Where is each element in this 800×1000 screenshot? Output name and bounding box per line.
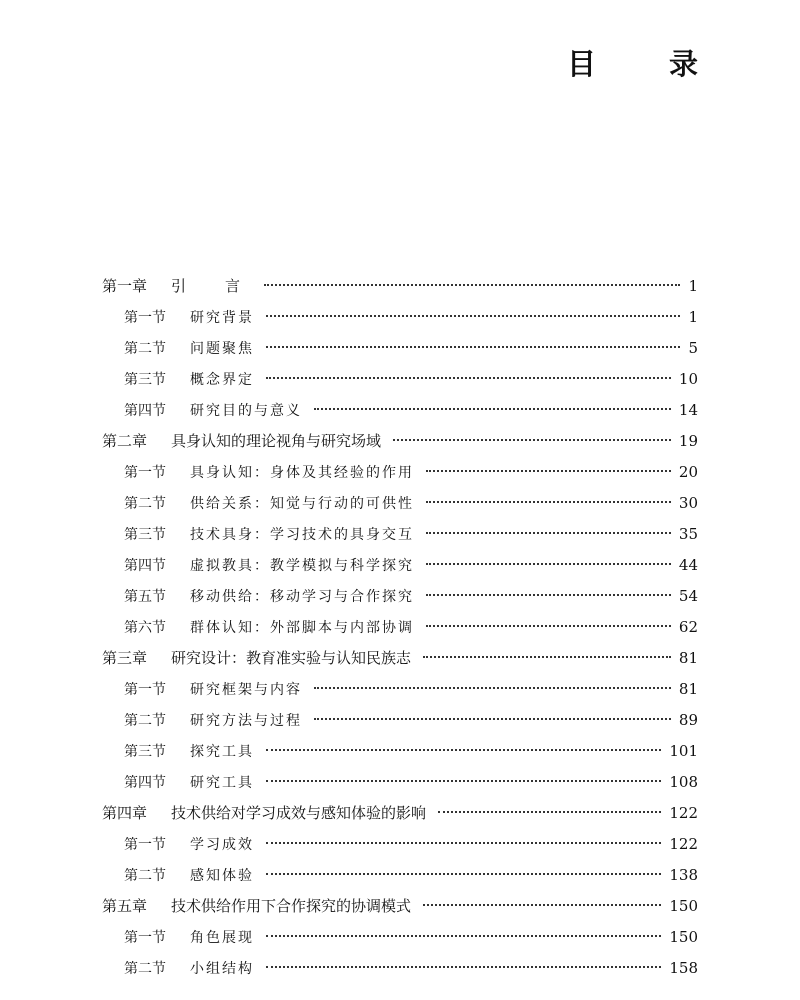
toc-section-title: 概念界定 bbox=[190, 372, 254, 388]
toc-page-number: 20 bbox=[678, 463, 698, 481]
dot-leader bbox=[314, 687, 671, 689]
toc-section-number: 第五节 bbox=[124, 589, 166, 605]
toc-chapter-title: 研究设计：教育准实验与认知民族志 bbox=[171, 649, 412, 667]
toc-section-1-3[interactable] bbox=[102, 364, 698, 395]
toc-section-number: 第二节 bbox=[124, 961, 166, 977]
dot-leader bbox=[426, 563, 671, 565]
toc-page-number: 138 bbox=[669, 866, 698, 884]
toc-page-number: 158 bbox=[669, 959, 698, 977]
toc-section-number: 第一节 bbox=[124, 930, 166, 946]
toc-section-title: 虚拟教具：教学模拟与科学探究 bbox=[190, 558, 414, 574]
table-of-contents bbox=[102, 271, 698, 984]
dot-leader bbox=[266, 935, 661, 937]
toc-section-title: 感知体验 bbox=[190, 868, 254, 884]
toc-section-number: 第四节 bbox=[124, 775, 166, 791]
dot-leader bbox=[264, 284, 680, 286]
dot-leader bbox=[423, 656, 671, 658]
toc-page-number: 150 bbox=[669, 928, 698, 946]
toc-page-number: 89 bbox=[678, 711, 698, 729]
dot-leader bbox=[426, 594, 671, 596]
toc-chapter-5[interactable] bbox=[102, 891, 698, 922]
toc-section-2-1[interactable] bbox=[102, 457, 698, 488]
toc-page-number: 101 bbox=[669, 742, 698, 760]
toc-section-4-2[interactable] bbox=[102, 860, 698, 891]
dot-leader bbox=[266, 749, 661, 751]
toc-section-2-6[interactable] bbox=[102, 612, 698, 643]
dot-leader bbox=[266, 346, 680, 348]
toc-section-number: 第三节 bbox=[124, 527, 166, 543]
dot-leader bbox=[266, 780, 661, 782]
toc-section-5-1[interactable] bbox=[102, 922, 698, 953]
toc-section-title: 群体认知：外部脚本与内部协调 bbox=[190, 620, 414, 636]
toc-section-3-4[interactable] bbox=[102, 767, 698, 798]
toc-chapter-number: 第三章 bbox=[102, 649, 148, 667]
toc-chapter-1[interactable] bbox=[102, 271, 698, 302]
toc-chapter-number: 第二章 bbox=[102, 432, 148, 450]
toc-page-number: 1 bbox=[688, 308, 698, 326]
dot-leader bbox=[423, 904, 661, 906]
toc-section-number: 第一节 bbox=[124, 465, 166, 481]
toc-chapter-3[interactable] bbox=[102, 643, 698, 674]
toc-chapter-2[interactable] bbox=[102, 426, 698, 457]
dot-leader bbox=[266, 377, 671, 379]
toc-chapter-number: 第四章 bbox=[102, 804, 148, 822]
toc-section-number: 第三节 bbox=[124, 744, 166, 760]
toc-section-title: 探究工具 bbox=[190, 744, 254, 760]
dot-leader bbox=[438, 811, 661, 813]
toc-section-number: 第四节 bbox=[124, 558, 166, 574]
toc-chapter-title: 具身认知的理论视角与研究场域 bbox=[171, 432, 382, 450]
dot-leader bbox=[426, 501, 671, 503]
toc-section-number: 第六节 bbox=[124, 620, 166, 636]
toc-chapter-number: 第五章 bbox=[102, 897, 148, 915]
toc-section-title: 问题聚焦 bbox=[190, 341, 254, 357]
toc-section-title: 学习成效 bbox=[190, 837, 254, 853]
toc-section-3-1[interactable] bbox=[102, 674, 698, 705]
toc-section-title: 移动供给：移动学习与合作探究 bbox=[190, 589, 414, 605]
toc-page-number: 30 bbox=[678, 494, 698, 512]
toc-section-number: 第一节 bbox=[124, 310, 166, 326]
toc-chapter-4[interactable] bbox=[102, 798, 698, 829]
toc-section-number: 第二节 bbox=[124, 713, 166, 729]
dot-leader bbox=[393, 439, 671, 441]
toc-page-number: 35 bbox=[678, 525, 698, 543]
toc-section-title: 研究目的与意义 bbox=[190, 403, 302, 419]
toc-page-number: 81 bbox=[678, 649, 698, 667]
dot-leader bbox=[314, 718, 671, 720]
toc-section-2-4[interactable] bbox=[102, 550, 698, 581]
dot-leader bbox=[426, 470, 671, 472]
toc-section-number: 第四节 bbox=[124, 403, 166, 419]
toc-page-number: 5 bbox=[688, 339, 698, 357]
toc-section-number: 第二节 bbox=[124, 341, 166, 357]
toc-section-title: 小组结构 bbox=[190, 961, 254, 977]
toc-chapter-title: 引 言 bbox=[171, 277, 253, 295]
toc-section-number: 第二节 bbox=[124, 868, 166, 884]
toc-section-number: 第一节 bbox=[124, 682, 166, 698]
toc-section-1-2[interactable] bbox=[102, 333, 698, 364]
toc-section-title: 角色展现 bbox=[190, 930, 254, 946]
toc-page-number: 14 bbox=[678, 401, 698, 419]
toc-section-title: 研究框架与内容 bbox=[190, 682, 302, 698]
toc-section-title: 研究背景 bbox=[190, 310, 254, 326]
toc-section-5-2[interactable] bbox=[102, 953, 698, 984]
toc-section-title: 技术具身：学习技术的具身交互 bbox=[190, 527, 414, 543]
toc-section-3-3[interactable] bbox=[102, 736, 698, 767]
toc-page-number: 1 bbox=[688, 277, 698, 295]
toc-section-title: 供给关系：知觉与行动的可供性 bbox=[190, 496, 414, 512]
toc-chapter-number: 第一章 bbox=[102, 277, 148, 295]
dot-leader bbox=[266, 315, 680, 317]
dot-leader bbox=[266, 966, 661, 968]
toc-section-title: 具身认知：身体及其经验的作用 bbox=[190, 465, 414, 481]
dot-leader bbox=[314, 408, 671, 410]
toc-page-number: 81 bbox=[678, 680, 698, 698]
toc-section-number: 第一节 bbox=[124, 837, 166, 853]
toc-page-number: 19 bbox=[678, 432, 698, 450]
toc-section-2-5[interactable] bbox=[102, 581, 698, 612]
toc-page-number: 122 bbox=[669, 835, 698, 853]
toc-section-3-2[interactable] bbox=[102, 705, 698, 736]
toc-section-title: 研究方法与过程 bbox=[190, 713, 302, 729]
dot-leader bbox=[426, 532, 671, 534]
dot-leader bbox=[426, 625, 671, 627]
dot-leader bbox=[266, 873, 661, 875]
toc-chapter-title: 技术供给作用下合作探究的协调模式 bbox=[171, 897, 412, 915]
toc-page-number: 44 bbox=[678, 556, 698, 574]
toc-section-4-1[interactable] bbox=[102, 829, 698, 860]
toc-page-number: 122 bbox=[669, 804, 698, 822]
toc-section-2-3[interactable] bbox=[102, 519, 698, 550]
toc-section-number: 第三节 bbox=[124, 372, 166, 388]
page-title: 目 录 bbox=[566, 47, 720, 81]
dot-leader bbox=[266, 842, 661, 844]
toc-page-number: 150 bbox=[669, 897, 698, 915]
toc-section-title: 研究工具 bbox=[190, 775, 254, 791]
toc-page-number: 54 bbox=[678, 587, 698, 605]
toc-section-1-4[interactable] bbox=[102, 395, 698, 426]
toc-section-number: 第二节 bbox=[124, 496, 166, 512]
toc-page-number: 108 bbox=[669, 773, 698, 791]
toc-section-2-2[interactable] bbox=[102, 488, 698, 519]
toc-section-1-1[interactable] bbox=[102, 302, 698, 333]
toc-page-number: 62 bbox=[678, 618, 698, 636]
toc-chapter-title: 技术供给对学习成效与感知体验的影响 bbox=[171, 804, 427, 822]
toc-page-number: 10 bbox=[678, 370, 698, 388]
